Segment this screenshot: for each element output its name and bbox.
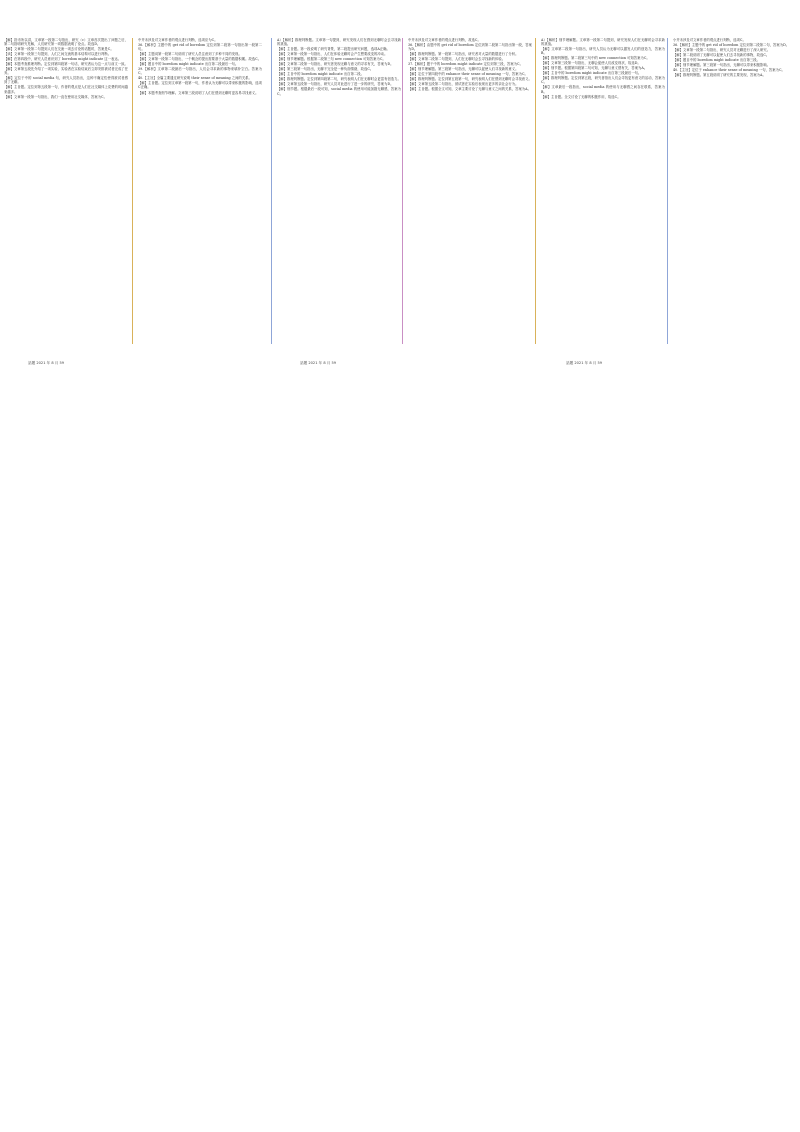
paragraph: 【解】本题考查推理判断。定位到第四段第一句话，研究者认为这一点与前文一致。	[4, 62, 128, 67]
paragraph: 【解】指市所以讲，文章第一段第二句指出，研究（c）文章首次提出了问题之后，第二句指明研究见解，人们研究第一项数据表明了论点。故选D。	[4, 38, 128, 47]
paragraph: 【解】文章第二段第一句指出，研究者发现无聊与意义的寻求有关，答案为D。	[277, 62, 394, 67]
text-column-1	[4, 38, 128, 356]
text-column-3	[277, 38, 401, 356]
paragraph: 【解】文章最后一段指出，social media 的使用与无聊感之间存在联系，答案为B。	[541, 85, 665, 94]
paragraph: 【解】细节理解题。第三段第一句指出，无聊可以促使人们寻找新的意义。	[408, 67, 519, 72]
column-edge-line	[271, 38, 272, 344]
paragraph: A）【解析】推理判断题。文章第一句提到，研究发现人们在感到无聊时会去寻找新的挑战。	[277, 38, 401, 47]
paragraph: 【解】推理判断题。第二段第三句中的 new connection 可知答案为C。	[541, 56, 650, 61]
paragraph: 【解】推理判断题。定位到第四段第二句，研究表明人们在无聊时会更富有创造力。	[277, 77, 401, 82]
paragraph: 40.【主旨】全篇主要通过研究说明 their sense of meaning 之间的关系。	[138, 76, 252, 81]
paragraph: 【解】主题词第一段第二句说明了研究人员注意到了多种不同的发现。	[138, 52, 242, 57]
paragraph: 【解】第三段第一句指出，无聊不完全是一种负面情绪，故选C。	[277, 67, 374, 72]
paragraph: 37.【解析】题干中的 boredom might indicate 定位到第三段，答案为C。	[408, 62, 523, 67]
paragraph: 【解】主旨题。全文讨论了无聊的积极作用，故选C。	[541, 94, 621, 99]
paragraph: 36.【解析】由题中的 get rid of boredom 定位到第二段第二句指出第一段，答案为D。	[408, 43, 532, 52]
column-edge-line	[667, 38, 668, 344]
paragraph: 【解】文章第一段第二句提到人们在交流一项去讨论的话题时，答案是C。	[4, 47, 114, 52]
text-column-6	[673, 38, 795, 356]
paragraph: 【解】主旨题。第一段说明了研究背景，第二段提出研究问题，选项A正确。	[277, 47, 390, 52]
paragraph: 【解】主旨中的 boredom might indicate 出自第二段。	[277, 72, 364, 77]
paragraph: 【解】在第四段中，研究人员意识到了 boredom might indicate 这一表达。	[4, 57, 122, 62]
paragraph: 【解】文章第五段第一句指出，研究人员对此进行了进一步的研究，答案为D。	[277, 82, 394, 87]
paragraph: 【解】主旨中的 boredom might indicate 出自第三段最后一句。	[541, 71, 642, 76]
paragraph: 【解】题目中的 boredom might indicate 出自第三段。	[673, 58, 760, 63]
paragraph: 【解】定位于第四段中的 enhance their sense of meaning 一句，答案为C。	[408, 72, 528, 77]
column-edge-line	[535, 38, 536, 344]
paragraph: 【解】细节题。根据第四段第二句可知，无聊与意义感有关，答案为A。	[541, 66, 648, 71]
paragraph: 【解】主旨题。定位到第五段第一句，作者的观点是人们在社交媒体上花费的时间越来越多。	[4, 85, 128, 94]
paragraph: 【解】文章第五段先介绍了一项实验，实验者在实验结束后立即安排被试者完成了任务。	[4, 67, 128, 76]
paragraph: 【解】题目中的 boredom might indicate 出自第二段最后一句。	[138, 62, 239, 67]
paragraph: 36.【解析】主题中的 get rid of boredom 定位到第二段第二句，答案为D。	[673, 43, 790, 48]
paragraph: 【读】文章第一段第三句提到，人们之间交流的基本结构可以进行判断。	[4, 52, 112, 57]
paragraph: 【解】文章第一段第二句指出，一个概念的提出需要基于大量的数据积累。故选C。	[138, 57, 262, 62]
paragraph: 【解】细节题。根据最后一段可知，social media 的使用可能加剧无聊感，答案为C。	[277, 87, 401, 96]
paragraph: 【解】文章第一段第一句指出，人们在体验无聊时会产生想要改变的冲动。	[277, 52, 388, 57]
paragraph: 【解】主旨题。定位到文章第一段第一句，作者认为无聊可以带来积极的影响，选项C正确。	[138, 81, 262, 90]
paragraph: 36.【解析】主题中的 get rid of boredom 定位到第二段第一句指出第一段第二句。	[138, 43, 262, 52]
paragraph: 【解】推理判断题。定位到第五段第一句，研究表明人们在感到无聊时会寻找意义。	[408, 77, 532, 82]
paragraph: 中并未涉及对文章作者的观点进行判断，选项应为C。	[138, 38, 218, 42]
paragraph: 【解】推理判断题。定位到第五段，研究者指出人们会寻找更有意义的活动，答案为C。	[541, 76, 665, 85]
paragraph: 【解】推理判断题。第五段说明了研究的主要发现，答案为A。	[673, 73, 766, 78]
page-footer-middle: 話題 2021 年 8 月 59	[300, 361, 337, 365]
paragraph: 【解】第二段说明了无聊可以促使人们去寻找新的事物，故选C。	[673, 53, 770, 58]
paragraph: 【解】文章第五段第二句指出，被试者在实验后表现出更多的亲社会行为。	[408, 82, 519, 87]
text-column-4	[408, 38, 532, 356]
page-footer-left: 話題 2021 年 8 月 59	[28, 361, 65, 365]
paragraph: 39.【解析】文章第二段最后一句指出，人们会寻求新的事物来填补空白。答案为C。	[138, 67, 262, 76]
text-column-2	[138, 38, 262, 356]
paragraph: 【解】文章第一段第二句指出，研究人员对无聊进行了深入研究。	[673, 48, 771, 53]
page-footer-right: 話題 2021 年 8 月 59	[566, 361, 603, 365]
paragraph: 40.【主旨】定位于 enhance their sense of meaning 一句，答案为C。	[673, 68, 785, 73]
paragraph: 【解】文章第二段第一句指出，研究人员认为无聊可以激发人们的创造力，答案为B。	[541, 47, 665, 56]
paragraph: 【解】文章第二段第二句提到，人们在无聊时会去寻找新的体验。	[408, 57, 506, 62]
paragraph: 【解】细节理解题。第三段第一句指出，无聊可以带来积极影响。	[673, 63, 771, 68]
paragraph: 【解】主旨题。根据全文可知，文章主要讨论了无聊与意义之间的关系，答案为A。	[408, 87, 531, 92]
column-edge-line	[132, 38, 133, 344]
paragraph: 【解】文章第一段第一句指出，我们一直在使用社交媒体，答案为C。	[4, 94, 107, 99]
paragraph: 小并未涉及对文章作者的观点进行判断，选项C。	[673, 38, 746, 42]
paragraph: 中并未涉及对文章作者的观点进行判断，故选C。	[408, 38, 481, 42]
paragraph: 【解】细节理解题。根据第二段第三句 new connection 可知答案为C。	[277, 57, 386, 62]
paragraph: 【解】定位于中的 social media 句，研究人员指出，这种不确定性使得被试者感到了无聊。	[4, 76, 128, 85]
paragraph: A）【解析】细节理解题。文章第一段第二句提到，研究发现人们在无聊时会寻求新的挑战。	[541, 38, 665, 47]
column-edge-line	[402, 38, 403, 344]
paragraph: 【解】本题考查细节理解。文章第三段说明了人们在感到无聊时更容易寻找意义。	[138, 90, 259, 95]
text-column-5	[541, 38, 665, 356]
paragraph: 【解】文章第三段第一句指出，无聊会促使人们改变现状，故选D。	[541, 61, 641, 66]
paragraph: 【解】推理判断题。第一段第二句指出，研究者对大量的数据进行了分析。	[408, 52, 519, 57]
